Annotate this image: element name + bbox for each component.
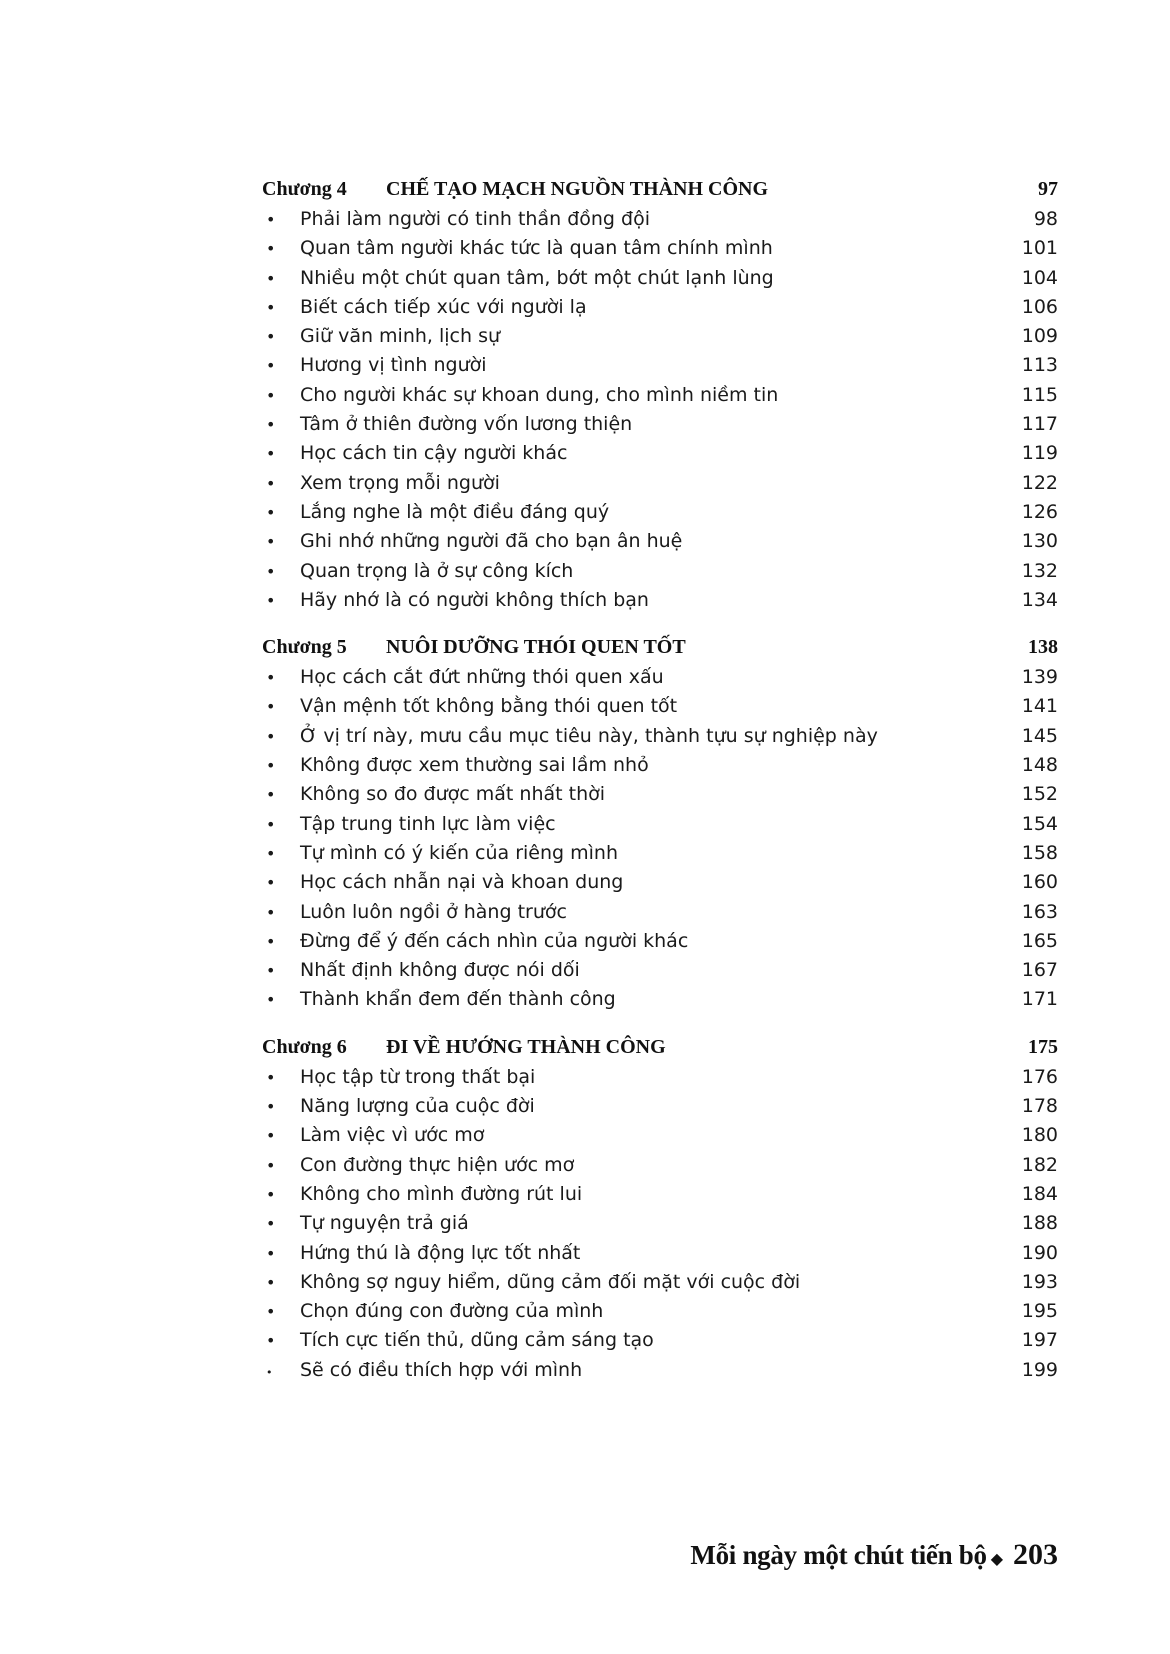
bullet-icon: • xyxy=(266,1302,276,1322)
toc-entry[interactable] xyxy=(262,901,1058,930)
chapter-section-4 xyxy=(262,178,1058,618)
entry-page-number: 158 xyxy=(1021,841,1058,864)
chapter-label: Chương 4 xyxy=(262,178,347,200)
bullet-icon: • xyxy=(266,814,276,834)
bullet-icon: • xyxy=(266,297,276,317)
entry-title: Chọn đúng con đường của mình xyxy=(300,1300,604,1323)
entry-title: Sẽ có điều thích hợp với mình xyxy=(300,1358,583,1381)
toc-entry[interactable] xyxy=(262,267,1058,296)
chapter-title: ĐI VỀ HƯỚNG THÀNH CÔNG xyxy=(386,1035,666,1058)
bullet-icon: • xyxy=(266,356,276,376)
entry-title: Nhất định không được nói dối xyxy=(300,959,580,982)
entry-title: Không sợ nguy hiểm, dũng cảm đối mặt với cuộc đời xyxy=(300,1270,801,1293)
toc-entry[interactable] xyxy=(262,1212,1058,1241)
entry-title: Học cách nhẫn nại và khoan dung xyxy=(300,871,624,894)
page-footer xyxy=(690,1538,1058,1572)
entry-page-number: 115 xyxy=(1021,383,1058,406)
entry-page-number: 176 xyxy=(1021,1065,1058,1088)
entry-page-number: 171 xyxy=(1021,988,1058,1011)
entry-page-number: 132 xyxy=(1021,559,1058,582)
toc-entry[interactable] xyxy=(262,842,1058,871)
entry-page-number: 119 xyxy=(1021,442,1058,465)
toc-entry[interactable] xyxy=(262,1300,1058,1329)
toc-entry[interactable] xyxy=(262,1154,1058,1183)
entry-title: Giữ văn minh, lịch sự xyxy=(300,325,501,348)
bullet-icon: • xyxy=(266,902,276,922)
toc-entry[interactable] xyxy=(262,1271,1058,1300)
chapter-heading[interactable] xyxy=(262,1036,1058,1066)
entry-page-number: 113 xyxy=(1021,354,1058,377)
toc-entry[interactable] xyxy=(262,442,1058,471)
toc-entry[interactable] xyxy=(262,1242,1058,1271)
entry-page-number: 167 xyxy=(1021,959,1058,982)
entry-title: Học cách tin cậy người khác xyxy=(300,442,568,465)
toc-entry[interactable] xyxy=(262,1095,1058,1124)
entry-title: Tích cực tiến thủ, dũng cảm sáng tạo xyxy=(300,1329,654,1352)
bullet-icon: • xyxy=(266,961,276,981)
toc-entry[interactable] xyxy=(262,384,1058,413)
bullet-icon: • xyxy=(266,502,276,522)
toc-entry[interactable] xyxy=(262,754,1058,783)
toc-entry[interactable] xyxy=(262,930,1058,959)
bullet-icon: • xyxy=(266,1184,276,1204)
bullet-icon: • xyxy=(266,1126,276,1146)
entry-title: Không được xem thường sai lầm nhỏ xyxy=(300,754,649,777)
entry-title: Đừng để ý đến cách nhìn của người khác xyxy=(300,929,689,952)
bullet-icon: • xyxy=(266,931,276,951)
entry-page-number: 165 xyxy=(1021,929,1058,952)
entry-page-number: 163 xyxy=(1021,900,1058,923)
toc-entry[interactable] xyxy=(262,988,1058,1017)
entry-page-number: 98 xyxy=(1033,208,1058,230)
diamond-icon: ◆ xyxy=(990,1551,1003,1568)
entry-title: Tự nguyện trả giá xyxy=(300,1212,469,1235)
toc-entry[interactable] xyxy=(262,472,1058,501)
entry-page-number: 106 xyxy=(1021,295,1058,318)
bullet-icon: • xyxy=(266,1331,276,1351)
entry-title: Hương vị tình người xyxy=(300,354,487,377)
toc-entry[interactable] xyxy=(262,237,1058,266)
toc-entry[interactable] xyxy=(262,783,1058,812)
chapter-label: Chương 5 xyxy=(262,636,347,659)
bullet-icon: • xyxy=(266,590,276,610)
entry-title: Nhiều một chút quan tâm, bớt một chút lạnh lùng xyxy=(300,266,774,289)
chapter-page-number: 97 xyxy=(1038,178,1058,200)
entry-title: Cho người khác sự khoan dung, cho mình niềm tin xyxy=(300,383,779,406)
entry-title: Thành khẩn đem đến thành công xyxy=(300,988,616,1011)
chapter-label: Chương 6 xyxy=(262,1035,347,1058)
bullet-icon: • xyxy=(266,444,276,464)
chapter-section-5 xyxy=(262,636,1058,1018)
entry-title: Không so đo được mất nhất thời xyxy=(300,783,606,806)
bullet-icon: • xyxy=(266,1365,273,1379)
toc-entry[interactable] xyxy=(262,413,1058,442)
entry-page-number: 197 xyxy=(1021,1329,1058,1352)
entry-title: Hãy nhớ là có người không thích bạn xyxy=(300,588,649,611)
entry-page-number: 141 xyxy=(1021,695,1058,718)
chapter-title: CHẾ TẠO MẠCH NGUỒN THÀNH CÔNG xyxy=(386,178,769,200)
entry-page-number: 109 xyxy=(1021,325,1058,348)
bullet-icon: • xyxy=(266,726,276,746)
entry-page-number: 145 xyxy=(1021,724,1058,747)
entry-title: Biết cách tiếp xúc với người lạ xyxy=(300,295,587,318)
entry-page-number: 154 xyxy=(1021,812,1058,835)
bullet-icon: • xyxy=(266,1067,276,1087)
book-title: Mỗi ngày một chút tiến bộ xyxy=(690,1540,987,1570)
toc-entry[interactable] xyxy=(262,325,1058,354)
bullet-icon: • xyxy=(266,1097,276,1117)
bullet-icon: • xyxy=(266,990,276,1010)
entry-page-number: 188 xyxy=(1021,1212,1058,1235)
toc-entry[interactable] xyxy=(262,501,1058,530)
entry-title: Không cho mình đường rút lui xyxy=(300,1182,583,1205)
chapter-heading[interactable] xyxy=(262,178,1058,208)
table-of-contents xyxy=(262,178,1058,1406)
entry-page-number: 178 xyxy=(1021,1095,1058,1118)
bullet-icon: • xyxy=(266,473,276,493)
entry-page-number: 134 xyxy=(1021,588,1058,611)
entry-page-number: 117 xyxy=(1021,413,1058,436)
toc-entry[interactable] xyxy=(262,1183,1058,1212)
toc-entry[interactable] xyxy=(262,871,1058,900)
toc-entry[interactable] xyxy=(262,1124,1058,1153)
entry-title: Tâm ở thiên đường vốn lương thiện xyxy=(300,413,633,436)
bullet-icon: • xyxy=(266,210,276,229)
bullet-icon: • xyxy=(266,1214,276,1234)
entry-page-number: 139 xyxy=(1021,666,1058,689)
entry-page-number: 122 xyxy=(1021,471,1058,494)
toc-entry[interactable] xyxy=(262,296,1058,325)
toc-entry[interactable] xyxy=(262,560,1058,589)
entry-title: Làm việc vì ước mơ xyxy=(300,1124,485,1147)
entry-page-number: 160 xyxy=(1021,871,1058,894)
entry-title: Hứng thú là động lực tốt nhất xyxy=(300,1241,581,1264)
entry-page-number: 126 xyxy=(1021,500,1058,523)
entry-title: Ở vị trí này, mưu cầu mục tiêu này, thành tựu sự nghiệp này xyxy=(300,724,878,747)
toc-entry[interactable] xyxy=(262,813,1058,842)
toc-entry[interactable] xyxy=(262,1329,1058,1358)
entry-title: Lắng nghe là một điều đáng quý xyxy=(300,500,610,523)
bullet-icon: • xyxy=(266,561,276,581)
entry-page-number: 190 xyxy=(1021,1241,1058,1264)
entry-title: Quan trọng là ở sự công kích xyxy=(300,559,574,582)
bullet-icon: • xyxy=(266,327,276,347)
toc-entry[interactable] xyxy=(262,666,1058,695)
entry-title: Luôn luôn ngồi ở hàng trước xyxy=(300,900,567,923)
bullet-icon: • xyxy=(266,1243,276,1263)
entry-page-number: 193 xyxy=(1021,1270,1058,1293)
entry-title: Xem trọng mỗi người xyxy=(300,471,500,494)
entry-page-number: 130 xyxy=(1021,530,1058,553)
bullet-icon: • xyxy=(266,756,276,776)
entry-page-number: 148 xyxy=(1021,754,1058,777)
bullet-icon: • xyxy=(266,668,276,688)
toc-entry[interactable] xyxy=(262,1066,1058,1095)
bullet-icon: • xyxy=(266,785,276,805)
entry-title: Quan tâm người khác tức là quan tâm chính mình xyxy=(300,237,773,260)
entry-title: Vận mệnh tốt không bằng thói quen tốt xyxy=(300,695,678,718)
entry-page-number: 180 xyxy=(1021,1124,1058,1147)
toc-entry[interactable] xyxy=(262,959,1058,988)
chapter-page-number: 138 xyxy=(1028,636,1058,659)
page-number: 203 xyxy=(1013,1538,1058,1571)
toc-entry[interactable] xyxy=(262,354,1058,383)
bullet-icon: • xyxy=(266,1155,276,1175)
entry-title: Học tập từ trong thất bại xyxy=(300,1065,536,1088)
entry-title: Phải làm người có tinh thần đồng đội xyxy=(300,208,650,230)
entry-title: Con đường thực hiện ước mơ xyxy=(300,1153,575,1176)
toc-entry[interactable] xyxy=(262,530,1058,559)
entry-page-number: 152 xyxy=(1021,783,1058,806)
chapter-section-6 xyxy=(262,1036,1058,1388)
entry-page-number: 101 xyxy=(1021,237,1058,260)
entry-title: Tập trung tinh lực làm việc xyxy=(300,812,556,835)
toc-entry[interactable] xyxy=(262,1359,1058,1388)
entry-title: Năng lượng của cuộc đời xyxy=(300,1095,535,1118)
toc-entry[interactable] xyxy=(262,695,1058,724)
bullet-icon: • xyxy=(266,239,276,259)
bullet-icon: • xyxy=(266,268,276,288)
chapter-page-number: 175 xyxy=(1028,1035,1058,1058)
bullet-icon: • xyxy=(266,697,276,717)
bullet-icon: • xyxy=(266,385,276,405)
bullet-icon: • xyxy=(266,415,276,435)
bullet-icon: • xyxy=(266,843,276,863)
entry-page-number: 199 xyxy=(1021,1358,1058,1381)
toc-entry[interactable] xyxy=(262,725,1058,754)
bullet-icon: • xyxy=(266,1272,276,1292)
toc-entry[interactable] xyxy=(262,589,1058,618)
bullet-icon: • xyxy=(266,873,276,893)
entry-title: Ghi nhớ những người đã cho bạn ân huệ xyxy=(300,530,683,553)
chapter-heading[interactable] xyxy=(262,636,1058,666)
chapter-title: NUÔI DƯỠNG THÓI QUEN TỐT xyxy=(386,636,686,659)
toc-entry[interactable] xyxy=(262,208,1058,237)
entry-page-number: 195 xyxy=(1021,1300,1058,1323)
entry-title: Tự mình có ý kiến của riêng mình xyxy=(300,841,619,864)
bullet-icon: • xyxy=(266,532,276,552)
entry-page-number: 184 xyxy=(1021,1182,1058,1205)
entry-page-number: 182 xyxy=(1021,1153,1058,1176)
entry-title: Học cách cắt đứt những thói quen xấu xyxy=(300,666,664,689)
entry-page-number: 104 xyxy=(1021,266,1058,289)
